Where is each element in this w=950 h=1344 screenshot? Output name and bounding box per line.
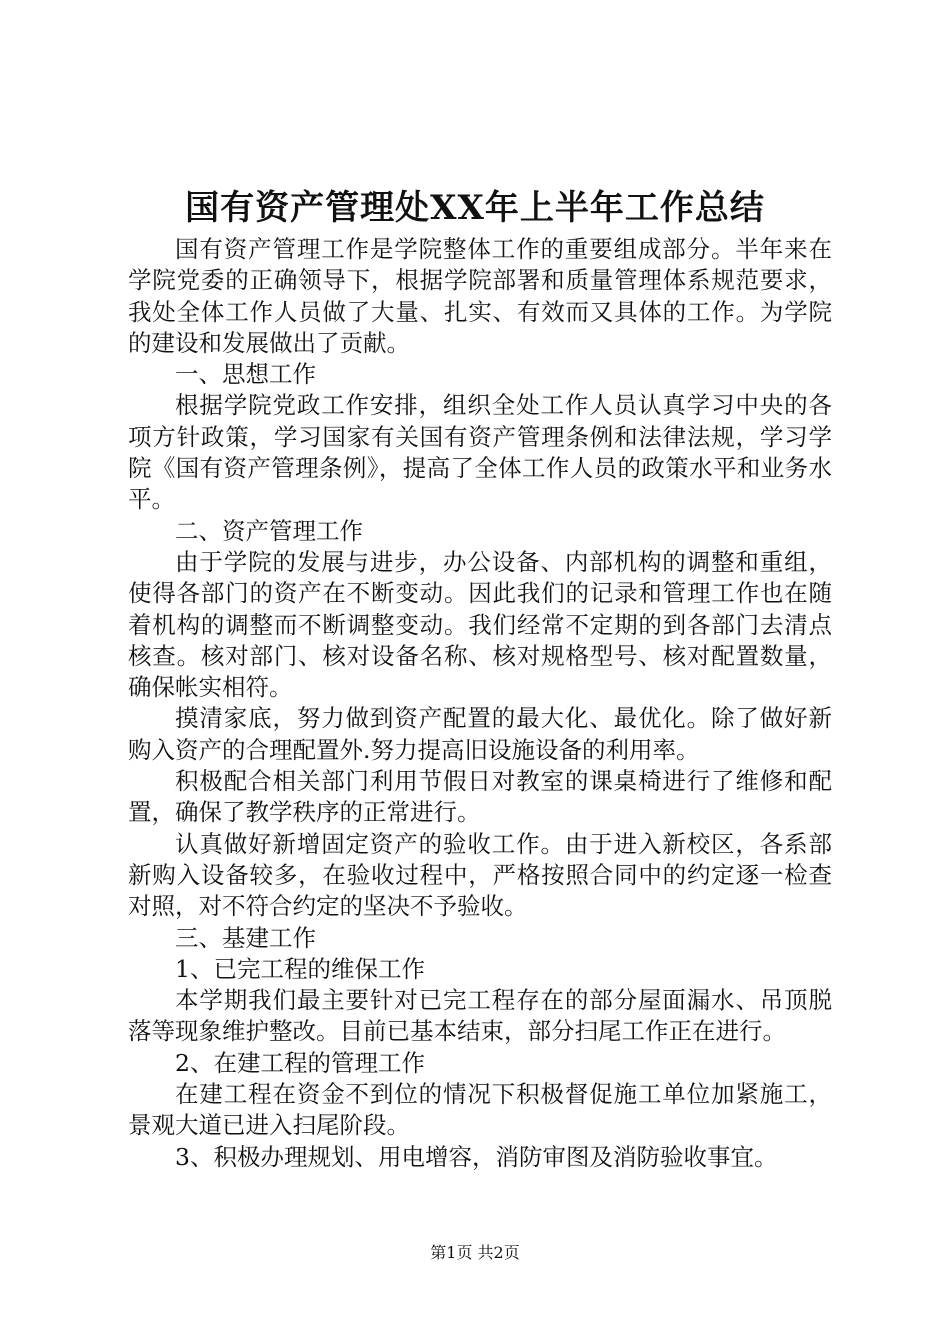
document-body [128, 234, 832, 1173]
paragraph-asset-acceptance: 认真做好新增固定资产的验收工作。由于进入新校区，各系部新购入设备较多，在验收过程中，严格按照合同中的约定逐一检查对照，对不符合约定的坚决不予验收。 [128, 829, 832, 921]
section-heading-construction: 三、基建工作 [175, 923, 316, 952]
paragraph-asset-changes: 由于学院的发展与进步，办公设备、内部机构的调整和重组，使得各部门的资产在不断变动。因此我们的记录和管理工作也在随着机构的调整而不断调整变动。我们经常不定期的到各部门去清点核查。核对部门、核对设备名称、核对规格型号、核对配置数量，确保帐实相符。 [128, 547, 832, 702]
paragraph-planning-fire-safety: 3、积极办理规划、用电增容，消防审图及消防验收事宜。 [175, 1142, 778, 1171]
paragraph-asset-optimization: 摸清家底，努力做到资产配置的最大化、最优化。除了做好新购入资产的合理配置外.努力提高旧设施设备的利用率。 [128, 704, 832, 764]
section-heading-thought-work: 一、思想工作 [175, 360, 316, 389]
paragraph-intro: 国有资产管理工作是学院整体工作的重要组成部分。半年来在学院党委的正确领导下，根据学院部署和质量管理体系规范要求，我处全体工作人员做了大量、扎实、有效而又具体的工作。为学院的建设和发展做出了贡献。 [128, 235, 832, 357]
paragraph-thought-work: 根据学院党政工作安排，组织全处工作人员认真学习中央的各项方针政策，学习国家有关国有资产管理条例和法律法规，学习学院《国有资产管理条例》，提高了全体工作人员的政策水平和业务水平。 [128, 391, 832, 514]
subheading-completed-projects: 1、已完工程的维保工作 [175, 954, 425, 983]
paragraph-ongoing-projects: 在建工程在资金不到位的情况下积极督促施工单位加紧施工，景观大道已进入扫尾阶段。 [128, 1080, 832, 1140]
paragraph-classroom-furniture: 积极配合相关部门利用节假日对教室的课桌椅进行了维修和配置，确保了教学秩序的正常进行。 [128, 767, 832, 827]
section-heading-asset-management: 二、资产管理工作 [175, 516, 363, 545]
paragraph-completed-projects: 本学期我们最主要针对已完工程存在的部分屋面漏水、吊顶脱落等现象维护整改。目前已基本结束，部分扫尾工作正在进行。 [128, 986, 832, 1046]
document-title: 国有资产管理处XX年上半年工作总结 [185, 188, 765, 228]
page-footer: 第1页 共2页 [430, 1243, 520, 1262]
subheading-ongoing-projects: 2、在建工程的管理工作 [175, 1048, 425, 1077]
